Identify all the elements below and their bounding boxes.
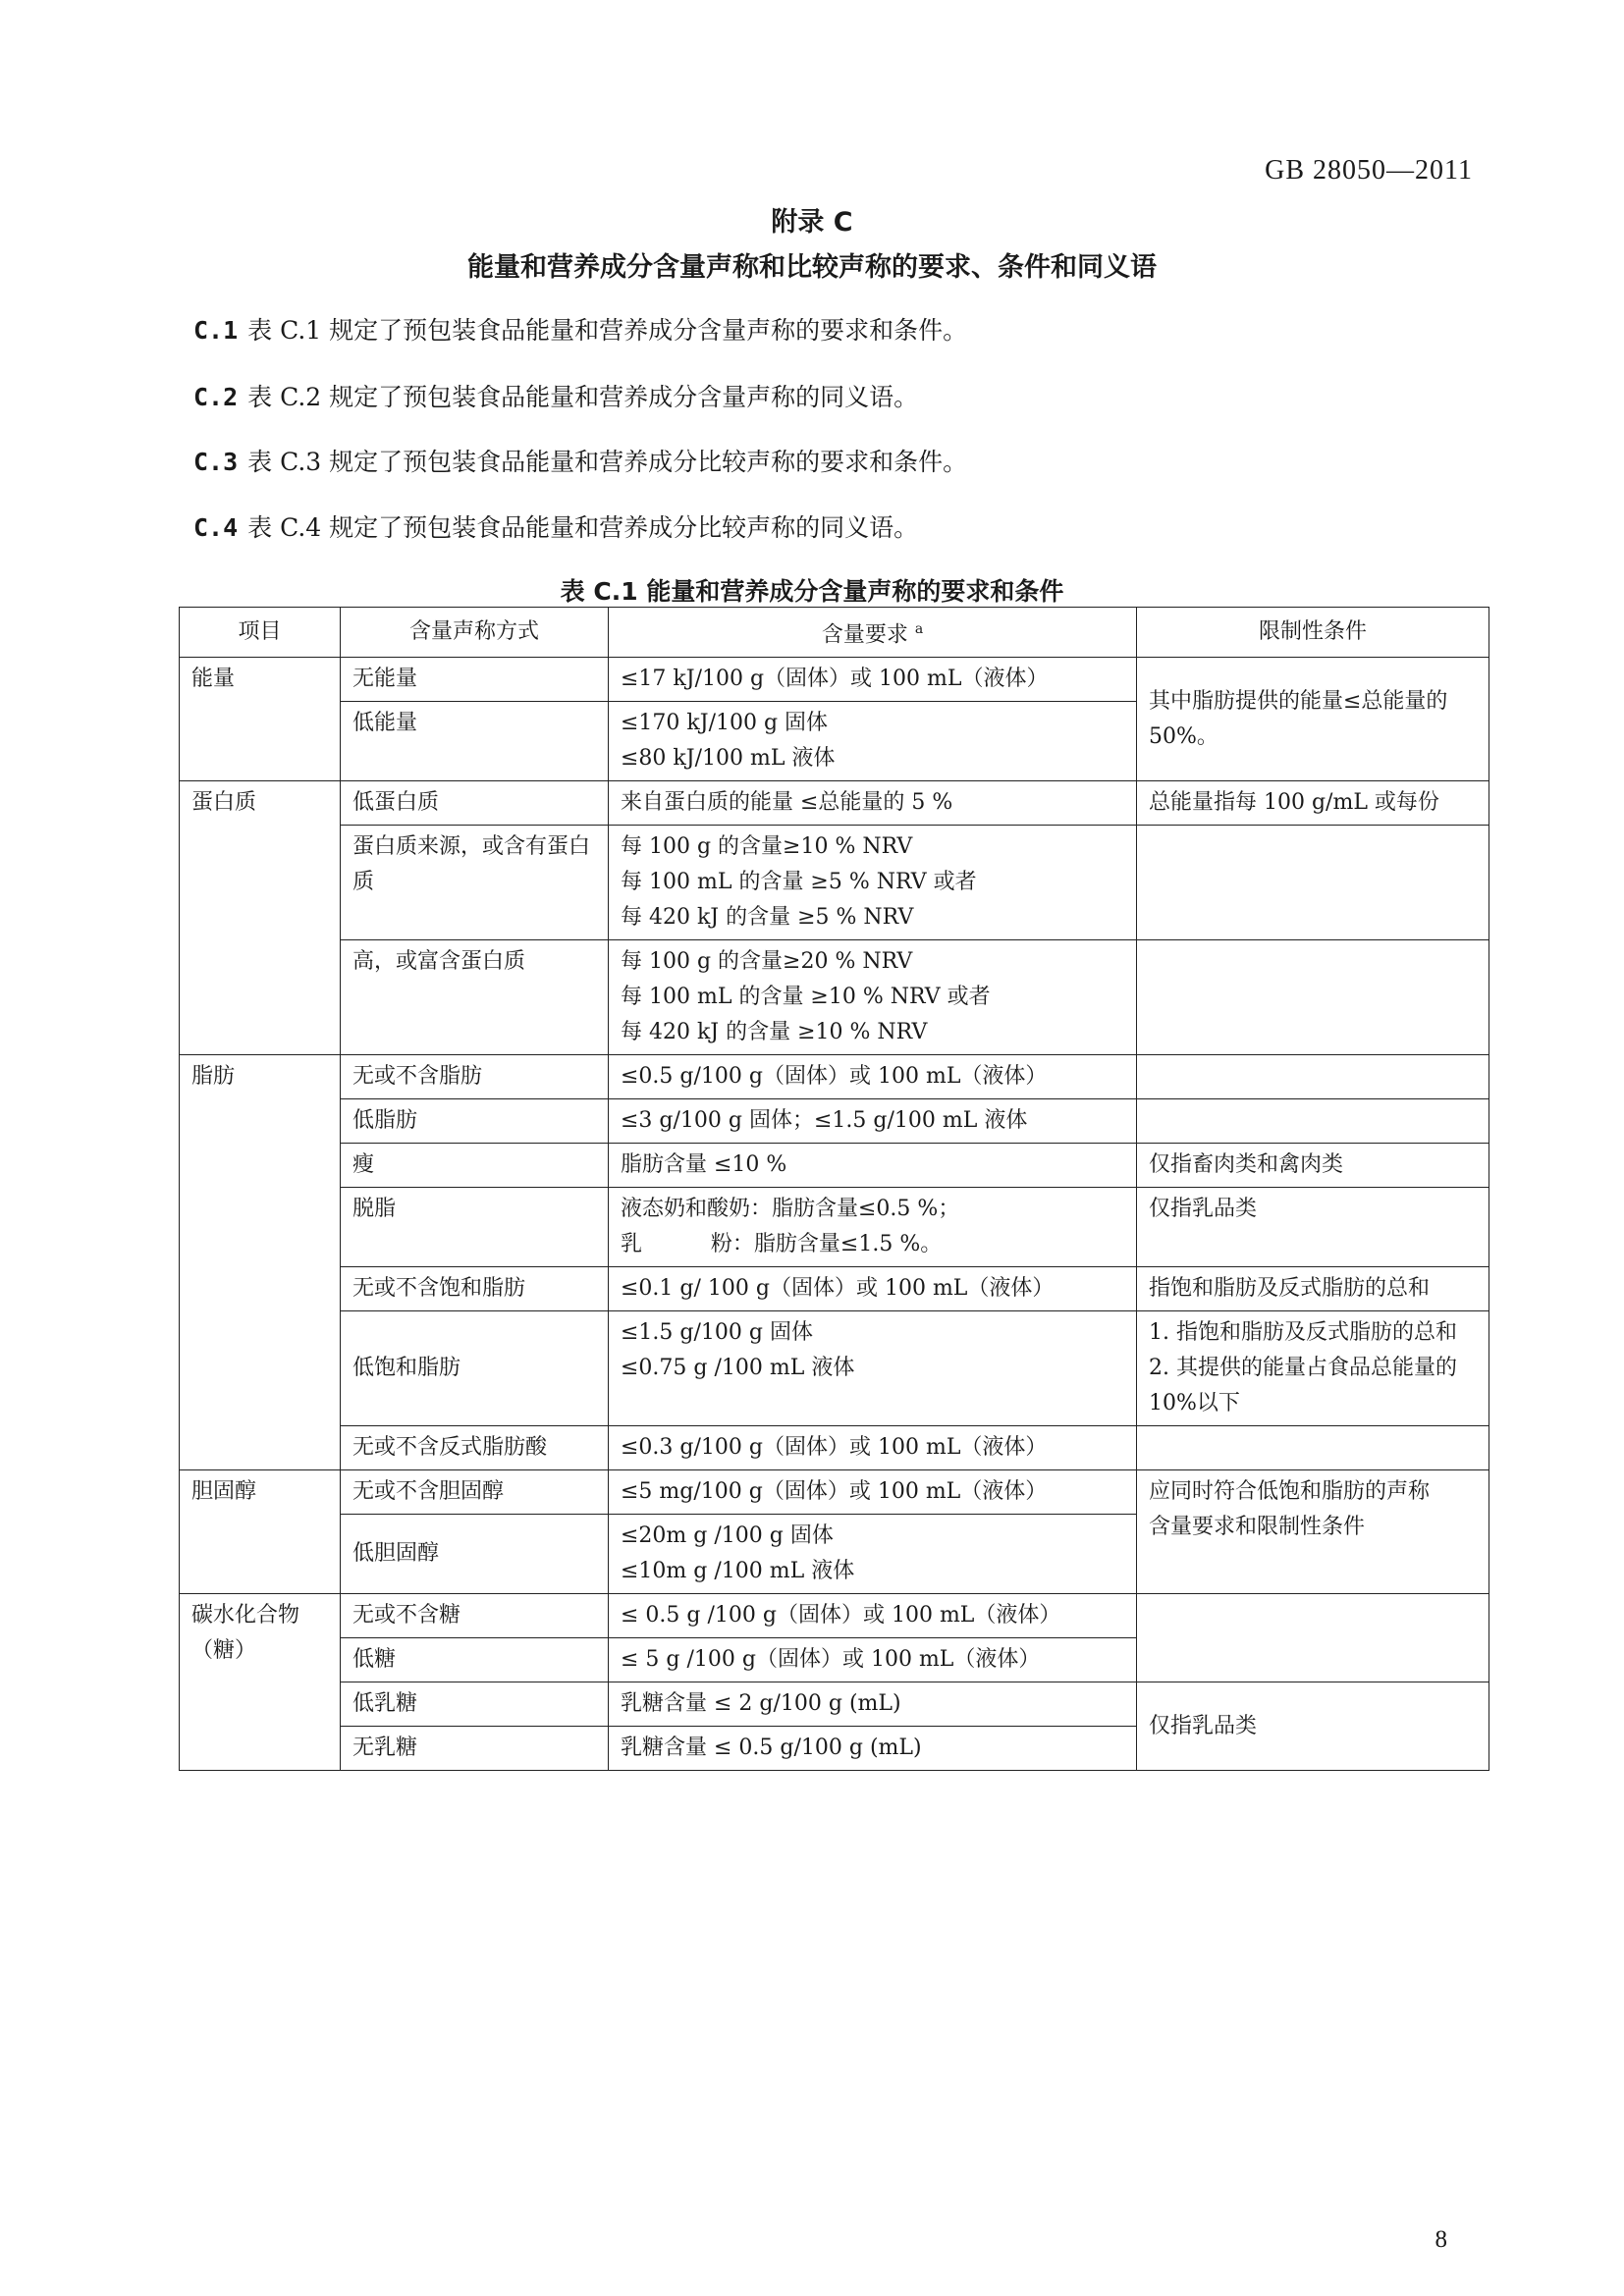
clause-number: C.2	[193, 383, 239, 411]
claim-cell: 脱脂	[341, 1188, 609, 1267]
requirement-cell: ≤0.1 g/ 100 g（固体）或 100 mL（液体）	[609, 1267, 1137, 1311]
table-row	[180, 658, 1489, 702]
header-requirement: 含量要求 $^a$	[609, 608, 1137, 658]
claim-cell: 无乳糖	[341, 1727, 609, 1771]
table-row	[180, 940, 1489, 1055]
condition-cell: 指饱和脂肪及反式脂肪的总和	[1137, 1267, 1489, 1311]
table-row	[180, 1267, 1489, 1311]
requirement-cell: 液态奶和酸奶：脂肪含量≤0.5 %； 乳 粉：脂肪含量≤1.5 %。	[609, 1188, 1137, 1267]
item-cell: 胆固醇	[180, 1470, 341, 1594]
condition-cell	[1137, 1055, 1489, 1099]
table-row	[180, 1144, 1489, 1188]
claim-cell: 低乳糖	[341, 1682, 609, 1727]
condition-cell: 其中脂肪提供的能量≤总能量的 50%。	[1137, 658, 1489, 781]
condition-cell: 仅指乳品类	[1137, 1188, 1489, 1267]
clause-c3	[193, 443, 967, 478]
table-row	[180, 1311, 1489, 1426]
header-item: 项目	[180, 608, 341, 658]
table-row	[180, 1594, 1489, 1638]
claim-cell: 无或不含糖	[341, 1594, 609, 1638]
header-condition: 限制性条件	[1137, 608, 1489, 658]
appendix-title: 附录 C	[771, 207, 853, 238]
condition-cell: 应同时符合低饱和脂肪的声称 含量要求和限制性条件	[1137, 1470, 1489, 1594]
condition-cell: 仅指畜肉类和禽肉类	[1137, 1144, 1489, 1188]
clause-text: 表 C.1 规定了预包装食品能量和营养成分含量声称的要求和条件。	[247, 316, 968, 345]
claim-cell: 无或不含反式脂肪酸	[341, 1426, 609, 1470]
requirement-cell: ≤ 5 g /100 g（固体）或 100 mL（液体）	[609, 1638, 1137, 1682]
clause-text: 表 C.2 规定了预包装食品能量和营养成分含量声称的同义语。	[247, 383, 919, 411]
item-cell: 碳水化合物（糖）	[180, 1594, 341, 1771]
claim-cell: 蛋白质来源，或含有蛋白质	[341, 826, 609, 940]
condition-cell	[1137, 1426, 1489, 1470]
header-claim: 含量声称方式	[341, 608, 609, 658]
table-row	[180, 1470, 1489, 1515]
claim-cell: 瘦	[341, 1144, 609, 1188]
requirement-cell: 乳糖含量 ≤ 2 g/100 g (mL)	[609, 1682, 1137, 1727]
claim-cell: 高，或富含蛋白质	[341, 940, 609, 1055]
requirement-cell: 来自蛋白质的能量 ≤总能量的 5 %	[609, 781, 1137, 826]
item-cell: 脂肪	[180, 1055, 341, 1470]
table-row	[180, 1099, 1489, 1144]
clause-text: 表 C.3 规定了预包装食品能量和营养成分比较声称的要求和条件。	[247, 448, 968, 476]
requirement-cell: ≤ 0.5 g /100 g（固体）或 100 mL（液体）	[609, 1594, 1137, 1638]
clause-c1	[193, 311, 967, 347]
requirement-cell: 乳糖含量 ≤ 0.5 g/100 g (mL)	[609, 1727, 1137, 1771]
clause-number: C.3	[193, 448, 239, 476]
table-row	[180, 1426, 1489, 1470]
table-row	[180, 826, 1489, 940]
claim-cell: 低胆固醇	[341, 1515, 609, 1594]
claim-cell: 低饱和脂肪	[341, 1311, 609, 1426]
condition-cell	[1137, 1594, 1489, 1682]
page-number: 8	[1435, 2226, 1447, 2253]
table-header-row	[180, 608, 1489, 658]
claim-cell: 低糖	[341, 1638, 609, 1682]
nutrient-claim-table	[179, 607, 1489, 1771]
item-cell: 能量	[180, 658, 341, 781]
claim-cell: 低蛋白质	[341, 781, 609, 826]
requirement-cell: 脂肪含量 ≤10 %	[609, 1144, 1137, 1188]
table-row	[180, 1188, 1489, 1267]
requirement-cell: 每 100 g 的含量≥10 % NRV 每 100 mL 的含量 ≥5 % NRV 或者 每 420 kJ 的含量 ≥5 % NRV	[609, 826, 1137, 940]
claim-cell: 无或不含饱和脂肪	[341, 1267, 609, 1311]
condition-cell	[1137, 940, 1489, 1055]
condition-cell	[1137, 1099, 1489, 1144]
requirement-cell: 每 100 g 的含量≥20 % NRV 每 100 mL 的含量 ≥10 % NRV 或者 每 420 kJ 的含量 ≥10 % NRV	[609, 940, 1137, 1055]
clause-c4	[193, 508, 918, 544]
clause-text: 表 C.4 规定了预包装食品能量和营养成分比较声称的同义语。	[247, 513, 919, 542]
standard-code: GB 28050—2011	[1265, 155, 1473, 186]
item-cell: 蛋白质	[180, 781, 341, 1055]
claim-cell: 低能量	[341, 702, 609, 781]
condition-cell	[1137, 826, 1489, 940]
table-row	[180, 781, 1489, 826]
claim-cell: 无或不含脂肪	[341, 1055, 609, 1099]
condition-cell: 1. 指饱和脂肪及反式脂肪的总和 2. 其提供的能量占食品总能量的 10%以下	[1137, 1311, 1489, 1426]
requirement-cell: ≤20m g /100 g 固体 ≤10m g /100 mL 液体	[609, 1515, 1137, 1594]
table-caption: 表 C.1 能量和营养成分含量声称的要求和条件	[560, 577, 1064, 606]
requirement-cell: ≤3 g/100 g 固体；≤1.5 g/100 mL 液体	[609, 1099, 1137, 1144]
claim-cell: 无或不含胆固醇	[341, 1470, 609, 1515]
table-row	[180, 1055, 1489, 1099]
requirement-cell: ≤17 kJ/100 g（固体）或 100 mL（液体）	[609, 658, 1137, 702]
condition-cell: 仅指乳品类	[1137, 1682, 1489, 1771]
requirement-cell: ≤5 mg/100 g（固体）或 100 mL（液体）	[609, 1470, 1137, 1515]
claim-cell: 低脂肪	[341, 1099, 609, 1144]
claim-cell: 无能量	[341, 658, 609, 702]
requirement-cell: ≤1.5 g/100 g 固体 ≤0.75 g /100 mL 液体	[609, 1311, 1137, 1426]
table-row	[180, 1682, 1489, 1727]
condition-cell: 总能量指每 100 g/mL 或每份	[1137, 781, 1489, 826]
clause-c2	[193, 378, 918, 413]
requirement-cell: ≤170 kJ/100 g 固体 ≤80 kJ/100 mL 液体	[609, 702, 1137, 781]
requirement-cell: ≤0.3 g/100 g（固体）或 100 mL（液体）	[609, 1426, 1137, 1470]
clause-number: C.1	[193, 316, 239, 345]
clause-number: C.4	[193, 513, 239, 542]
appendix-subtitle: 能量和营养成分含量声称和比较声称的要求、条件和同义语	[467, 252, 1157, 283]
requirement-cell: ≤0.5 g/100 g（固体）或 100 mL（液体）	[609, 1055, 1137, 1099]
footnote-marker: a	[914, 621, 924, 637]
